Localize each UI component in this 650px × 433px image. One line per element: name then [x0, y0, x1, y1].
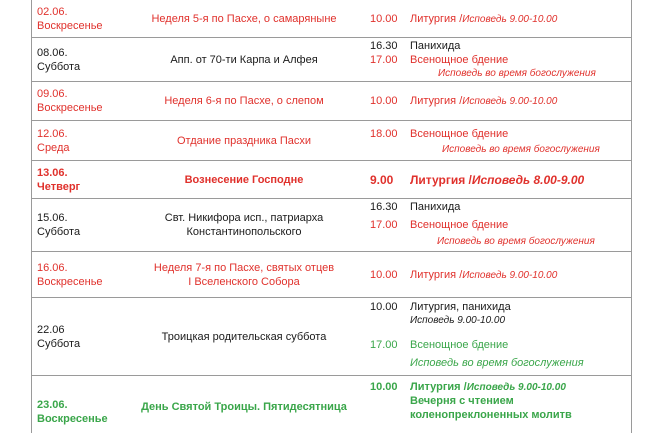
service-name: Всенощное бдение — [410, 128, 509, 140]
service-name: Литургия / — [410, 95, 463, 107]
date-cell — [37, 166, 80, 194]
confession-note: Исповедь 9.00-10.00 — [410, 315, 506, 326]
weekday: Воскресенье — [37, 413, 108, 425]
service-line: коленопреклоненных молитв — [410, 409, 572, 421]
feast-name: День Святой Троицы. Пятидесятница — [141, 401, 347, 413]
service-time: 10.00 — [370, 95, 398, 107]
feast-line: I Вселенского Собора — [188, 275, 300, 288]
feast-name: Неделя 6-я по Пасхе, о слепом — [164, 95, 324, 107]
service-name: Панихида — [410, 40, 461, 52]
confession-note: Исповедь 8.00-9.00 — [471, 173, 585, 187]
services-cell — [370, 199, 628, 251]
weekday: Воскресенье — [37, 275, 103, 288]
confession-note: Исповедь 9.00-10.00 — [462, 96, 558, 107]
service-line — [370, 380, 566, 395]
service-name: Литургия / — [410, 173, 472, 187]
service-name: Всенощное бдение — [410, 54, 509, 66]
date-cell — [37, 261, 103, 289]
schedule-row — [32, 298, 631, 376]
service-line — [370, 268, 557, 283]
schedule-table — [31, 0, 632, 433]
service-time: 16.30 — [370, 40, 398, 52]
date-cell — [37, 46, 80, 74]
service-line — [370, 53, 508, 67]
feast-line: Свт. Никифора исп., патриарха — [164, 212, 324, 224]
date: 22.06 — [37, 323, 65, 336]
service-name: Литургия / — [410, 13, 463, 25]
feast-line: Неделя 7-я по Пасхе, святых отцев — [153, 261, 335, 274]
weekday: Среда — [37, 141, 70, 154]
feast-name: Неделя 5-я по Пасхе, о самаряныне — [151, 12, 337, 25]
confession-note: Исповедь во время богослужения — [442, 144, 600, 155]
feast-name — [124, 211, 364, 239]
confession-note: Исповедь 9.00-10.00 — [462, 14, 558, 25]
schedule-row — [32, 82, 631, 121]
service-time: 17.00 — [370, 54, 398, 66]
schedule-row — [32, 0, 631, 38]
service-line — [370, 173, 584, 187]
schedule-row — [32, 121, 631, 161]
service-name: Литургия / — [410, 381, 467, 393]
schedule-row — [32, 199, 631, 252]
services-cell — [370, 0, 628, 37]
services-cell — [370, 252, 628, 297]
schedule-row — [32, 38, 631, 82]
service-name: Литургия, панихида — [410, 301, 511, 313]
services-cell — [370, 38, 628, 81]
feast-name: Вознесение Господне — [184, 173, 304, 186]
weekday: Воскресенье — [37, 19, 103, 32]
date: 16.06. — [37, 261, 68, 274]
service-time: 17.00 — [370, 219, 398, 231]
weekday: Четверг — [37, 180, 81, 193]
service-name: Всенощное бдение — [410, 219, 509, 231]
confession-note: Исповедь во время богослужения — [410, 357, 584, 369]
service-time: 10.00 — [370, 301, 398, 313]
service-time: 10.00 — [370, 381, 398, 393]
date-cell — [37, 398, 108, 426]
service-time: 10.00 — [370, 269, 398, 281]
service-name: Всенощное бдение — [410, 339, 509, 351]
feast-name — [124, 261, 364, 289]
feast-line: Константинопольского — [186, 226, 302, 238]
date: 08.06. — [37, 46, 68, 59]
service-time: 17.00 — [370, 339, 398, 351]
weekday: Суббота — [37, 226, 81, 238]
date-cell — [37, 5, 103, 33]
schedule-row — [32, 252, 631, 298]
date-cell — [37, 127, 69, 155]
services-cell — [370, 82, 628, 120]
services-cell — [370, 121, 628, 160]
date: 09.06. — [37, 88, 68, 100]
date-cell — [37, 87, 103, 115]
feast-name: Троицкая родительская суббота — [161, 330, 327, 343]
services-cell — [370, 376, 628, 433]
feast-name: Отдание праздника Пасхи — [176, 134, 312, 147]
service-name: Панихида — [410, 201, 461, 213]
confession-note: Исповедь во время богослужения — [437, 236, 595, 247]
date: 12.06. — [37, 127, 68, 140]
weekday: Воскресенье — [37, 102, 103, 114]
confession-note: Исповедь 9.00-10.00 — [466, 382, 566, 393]
schedule-row — [32, 161, 631, 199]
weekday: Суббота — [37, 337, 81, 350]
date-cell — [37, 323, 80, 351]
feast-name: Апп. от 70-ти Карпа и Алфея — [170, 53, 318, 66]
confession-note: Исповедь во время богослужения — [438, 68, 596, 79]
service-line — [370, 338, 508, 352]
service-time: 10.00 — [370, 13, 398, 25]
schedule-row — [32, 376, 631, 433]
date-cell — [37, 211, 80, 239]
service-time: 16.30 — [370, 201, 398, 213]
confession-note: Исповедь 9.00-10.00 — [462, 270, 558, 281]
service-line — [370, 12, 557, 27]
services-cell — [370, 298, 628, 375]
service-name: Литургия / — [410, 269, 463, 281]
weekday: Суббота — [37, 60, 81, 73]
date: 15.06. — [37, 212, 68, 224]
service-line: Вечерня с чтением — [410, 395, 514, 407]
service-line — [370, 200, 460, 214]
service-time: 18.00 — [370, 128, 398, 140]
service-time: 9.00 — [370, 173, 394, 187]
service-line — [370, 127, 508, 141]
service-line — [370, 39, 460, 53]
services-cell — [370, 161, 628, 198]
service-line — [370, 218, 508, 232]
date: 13.06. — [37, 166, 68, 179]
date: 02.06. — [37, 5, 68, 18]
service-line — [370, 300, 511, 314]
service-line — [370, 94, 557, 109]
date: 23.06. — [37, 399, 68, 411]
